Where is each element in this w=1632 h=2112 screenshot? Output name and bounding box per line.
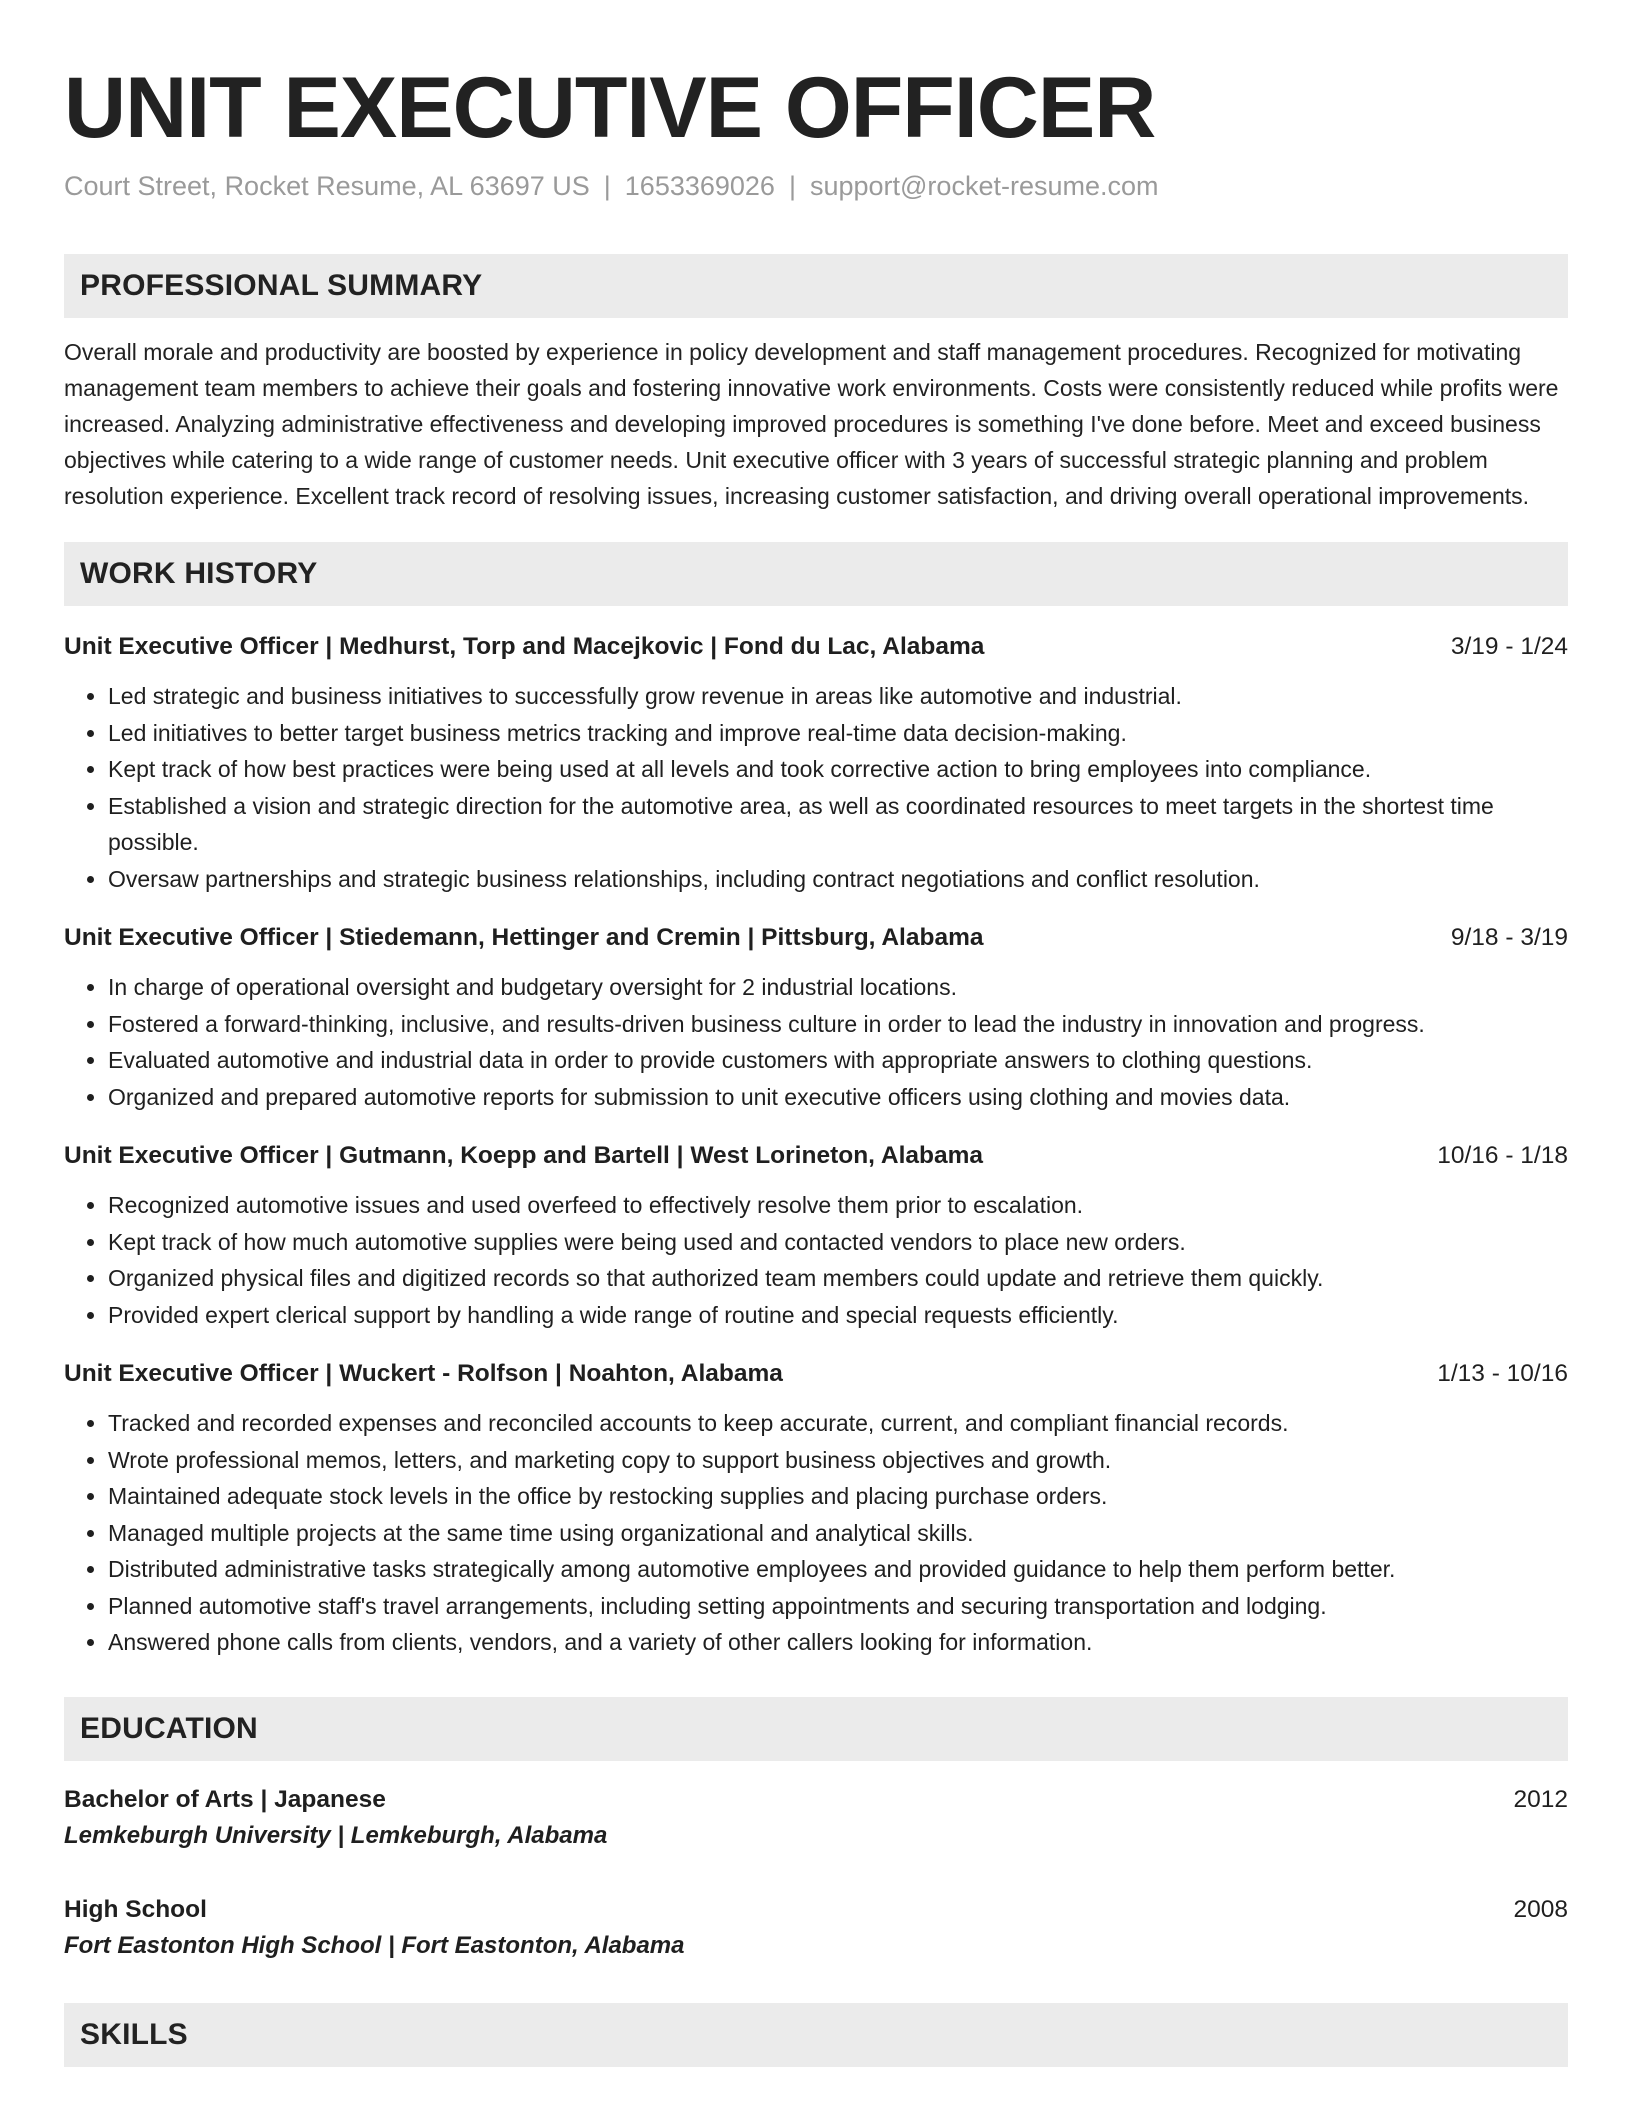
section-header-skills: SKILLS xyxy=(64,2003,1568,2067)
section-header-summary: PROFESSIONAL SUMMARY xyxy=(64,254,1568,318)
job-title: Unit Executive Officer | Wuckert - Rolfson | Noahton, Alabama xyxy=(64,1360,783,1387)
job-dates: 1/13 - 10/16 xyxy=(1437,1360,1568,1387)
job-bullet: • Oversaw partnerships and strategic business relationships, including contract negotiations and conflict resolution. xyxy=(108,861,1568,898)
job-bullet: • Tracked and recorded expenses and reconciled accounts to keep accurate, current, and compliant financial records. xyxy=(108,1405,1568,1442)
job-bullet: • In charge of operational oversight and budgetary oversight for 2 industrial locations. xyxy=(108,969,1568,1006)
resume-title: UNIT EXECUTIVE OFFICER xyxy=(64,60,1156,156)
section-header-work-history: WORK HISTORY xyxy=(64,542,1568,606)
job-bullet: • Managed multiple projects at the same time using organizational and analytical skills. xyxy=(108,1515,1568,1552)
education-entry xyxy=(64,1893,1568,1965)
job-bullet: • Established a vision and strategic direction for the automotive area, as well as coordinated resources to meet targets in the shortest time possible. xyxy=(108,788,1568,861)
contact-separator: | xyxy=(788,171,796,201)
job-dates: 10/16 - 1/18 xyxy=(1437,1142,1568,1169)
job-bullet: • Answered phone calls from clients, vendors, and a variety of other callers looking for information. xyxy=(108,1624,1568,1661)
job-bullet-list xyxy=(64,678,1568,897)
job-bullet: • Maintained adequate stock levels in the office by restocking supplies and placing purchase orders. xyxy=(108,1478,1568,1515)
contact-line xyxy=(64,170,1568,202)
education-degree: Bachelor of Arts | Japanese xyxy=(64,1785,386,1813)
job-bullet: • Wrote professional memos, letters, and marketing copy to support business objectives and growth. xyxy=(108,1442,1568,1479)
education-school: Fort Eastonton High School | Fort Eastonton, Alabama xyxy=(64,1931,685,1959)
job-bullet: • Organized and prepared automotive reports for submission to unit executive officers using clothing and movies data. xyxy=(108,1079,1568,1116)
job-bullet: • Distributed administrative tasks strategically among automotive employees and provided guidance to help them perform better. xyxy=(108,1551,1568,1588)
job-dates: 3/19 - 1/24 xyxy=(1450,633,1568,660)
job-entry xyxy=(64,630,1568,897)
work-history-list xyxy=(64,630,1568,1661)
job-dates: 9/18 - 3/19 xyxy=(1450,924,1568,951)
job-header xyxy=(64,630,1568,664)
summary-text: Overall morale and productivity are boosted by experience in policy development and staff management procedures. Recognized for motivating management team members to achieve their goals and fostering innovative work environments. Costs were consistently reduced while profits were increased. Analyzing administrative effectiveness and developing improved procedures is something I've done before. Meet and exceed business objectives while catering to a wide range of customer needs. Unit executive officer with 3 years of successful strategic planning and problem resolution experience. Excellent track record of resolving issues, increasing customer satisfaction, and driving overall operational improvements. xyxy=(64,339,1559,509)
job-bullet: • Led strategic and business initiatives to successfully grow revenue in areas like automotive and industrial. xyxy=(108,678,1568,715)
contact-email[interactable]: support@rocket-resume.com xyxy=(809,171,1159,201)
job-title: Unit Executive Officer | Gutmann, Koepp and Bartell | West Lorineton, Alabama xyxy=(64,1142,984,1169)
job-entry xyxy=(64,1357,1568,1661)
contact-separator: | xyxy=(603,171,611,201)
job-bullet: • Organized physical files and digitized records so that authorized team members could update and retrieve them quickly. xyxy=(108,1260,1568,1297)
job-entry xyxy=(64,921,1568,1115)
education-entry xyxy=(64,1783,1568,1855)
contact-phone: 1653369026 xyxy=(624,171,775,201)
education-year: 2012 xyxy=(1513,1785,1568,1813)
job-bullet-list xyxy=(64,969,1568,1115)
education-header xyxy=(64,1783,1568,1817)
job-bullet: • Kept track of how much automotive supplies were being used and contacted vendors to place new orders. xyxy=(108,1224,1568,1261)
education-header xyxy=(64,1893,1568,1927)
job-title: Unit Executive Officer | Stiedemann, Hettinger and Cremin | Pittsburg, Alabama xyxy=(64,924,984,951)
job-bullet: • Evaluated automotive and industrial data in order to provide customers with appropriate answers to clothing questions. xyxy=(108,1042,1568,1079)
job-header xyxy=(64,1357,1568,1391)
job-bullet: • Kept track of how best practices were being used at all levels and took corrective action to bring employees into compliance. xyxy=(108,751,1568,788)
education-school: Lemkeburgh University | Lemkeburgh, Alabama xyxy=(64,1821,608,1849)
job-bullet: • Led initiatives to better target business metrics tracking and improve real-time data decision-making. xyxy=(108,715,1568,752)
job-bullet-list xyxy=(64,1405,1568,1661)
education-list xyxy=(64,1783,1568,1965)
job-bullet: • Fostered a forward-thinking, inclusive, and results-driven business culture in order to lead the industry in innovation and progress. xyxy=(108,1006,1568,1043)
job-bullet-list xyxy=(64,1187,1568,1333)
job-title: Unit Executive Officer | Medhurst, Torp and Macejkovic | Fond du Lac, Alabama xyxy=(64,633,985,660)
job-header xyxy=(64,1139,1568,1173)
job-bullet: • Recognized automotive issues and used overfeed to effectively resolve them prior to escalation. xyxy=(108,1187,1568,1224)
job-bullet: • Planned automotive staff's travel arrangements, including setting appointments and securing transportation and lodging. xyxy=(108,1588,1568,1625)
job-header xyxy=(64,921,1568,955)
contact-address: Court Street, Rocket Resume, AL 63697 US xyxy=(64,171,590,201)
education-year: 2008 xyxy=(1513,1895,1568,1923)
education-degree: High School xyxy=(64,1895,207,1923)
section-header-education: EDUCATION xyxy=(64,1697,1568,1761)
job-bullet: • Provided expert clerical support by handling a wide range of routine and special requests efficiently. xyxy=(108,1297,1568,1334)
job-entry xyxy=(64,1139,1568,1333)
